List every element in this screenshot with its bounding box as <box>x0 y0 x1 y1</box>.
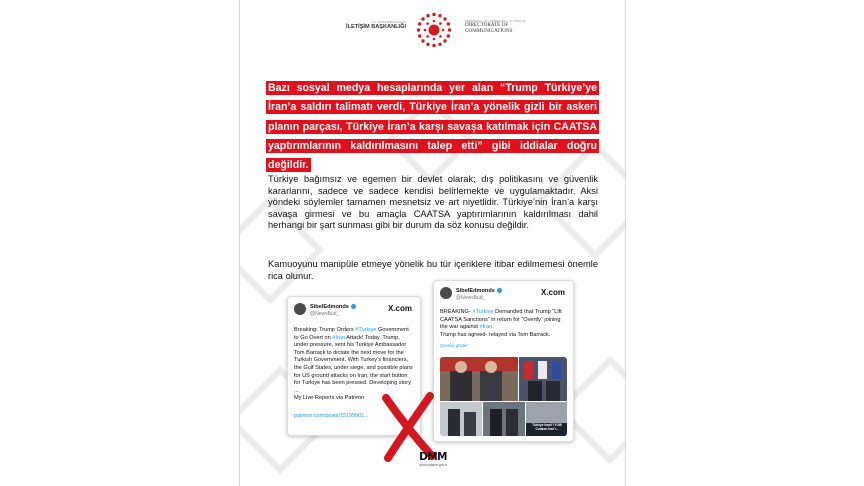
tweet-header <box>434 281 573 307</box>
tweet-link: patreon.com/posts/15199902... <box>294 412 369 419</box>
request-paragraph: Kamuoyunu manipüle etmeye yönelik bu tür içeriklere itibar edilmemesi önemle rica olunur. <box>268 259 598 281</box>
hashtag: #Iran <box>332 334 345 341</box>
tweet-text-part: Attack! Today, Trump, under pressure, sent his Turkiye Ambassador Tom Barrack to dictate the next move for the Turkish Government. With Turkey’s financiers, the Gulf States, under siege, and possible plans for US ground attacks on Iran, the start button for Turkiye has been pressed. Developing story ... <box>294 334 413 394</box>
false-claim-text: Bazı sosyal medya hesaplarında yer alan “Trump Türkiye’ye İran’a saldırı talimatı verdi, Türkiye İran’a yönelik gizli bir askeri planın parçası, Türkiye İran’a karşı savaşa katılmak için CAATSA yaptırımlarının kaldırılmasını talep etti” gibi iddialar doğru değildir. <box>268 82 597 172</box>
org-name-tr <box>346 21 406 31</box>
tweet-header <box>288 297 420 323</box>
platform-label: X.com <box>540 288 565 297</box>
avatar <box>294 303 306 315</box>
org-title-en-line2: COMMUNICATIONS <box>465 27 513 34</box>
org-subtitle-tr: T.C. CUMHURBAŞKANLIĞI <box>371 21 406 24</box>
author-name-text: SibelEdmonds <box>456 288 495 294</box>
presidential-emblem-icon <box>416 12 452 48</box>
tweet-author-name <box>456 288 502 294</box>
false-claim-box <box>266 78 599 174</box>
tweet-author-name <box>310 304 356 310</box>
platform-label: X.com <box>387 304 412 313</box>
infographic-card <box>240 0 625 486</box>
tweet-photo-collage <box>440 357 567 436</box>
org-title-en-line1: DIRECTORATE OF <box>465 22 509 28</box>
tweet-text-part: Demanded that Trump “Lift CAATSA Sanctions” in return for “Overtly” joining the war against <box>440 309 562 331</box>
org-title-tr: İLETİŞİM BAŞKANLIĞI <box>346 24 406 30</box>
tweet-author-handle: @NewsBud_ <box>310 311 340 317</box>
dmm-url: dmm.iletisim.gov.tr <box>418 463 447 467</box>
hashtag: #Turkiye <box>472 309 494 315</box>
tweet-text-part: BREAKING- <box>440 309 473 315</box>
tweet-text-part: My Live Reports via Patreon <box>294 395 365 402</box>
statement-paragraph: Türkiye bağımsız ve egemen bir devlet olarak; dış politikasını ve güvenlik kararlarını, sadece ve sadece kendisi belirlemekte ve uygulamaktadır. Aksi yöndeki söylemler tamamen mesnetsiz ve art niyetlidir. Türkiye’nin İran’a karşı savaşa girmesi ve bu amaçla CAATSA yaptırımlarının kaldırılması dahil herhangi bir şart sunması gibi bir durum da söz konusu değildir. <box>268 174 598 231</box>
tweet-text-part: Government to Go Overt on <box>294 327 409 341</box>
author-name-text: SibelEdmonds <box>310 304 349 310</box>
translate-link: Çeviriyi göster <box>440 343 468 349</box>
org-subtitle-en: PRESIDENCY OF THE REPUBLIC OF TÜRKİYE <box>465 20 526 23</box>
hashtag: #Iran <box>479 324 493 331</box>
photo-caption: Türkiye İsrail’i YÜW Cudson İran’ı... <box>532 423 562 431</box>
dmm-footer <box>412 452 454 467</box>
tweet-text <box>434 309 573 339</box>
dmm-logo: DMM <box>419 451 447 463</box>
tweet-text-part: Trump has agreed- relayed via Tom Barrack. <box>440 331 551 338</box>
tweet-author-handle: @NewsBud_ <box>456 295 486 301</box>
tweet-text-part: Breaking: Trump Orders <box>294 327 356 333</box>
hashtag: #Turkiye <box>355 327 377 333</box>
tweet-screenshot-2 <box>433 280 574 442</box>
tweet-text-part: . <box>492 324 494 331</box>
org-name-en <box>465 20 535 34</box>
verified-badge-icon <box>351 304 356 309</box>
avatar <box>440 287 452 299</box>
verified-badge-icon <box>497 288 502 293</box>
